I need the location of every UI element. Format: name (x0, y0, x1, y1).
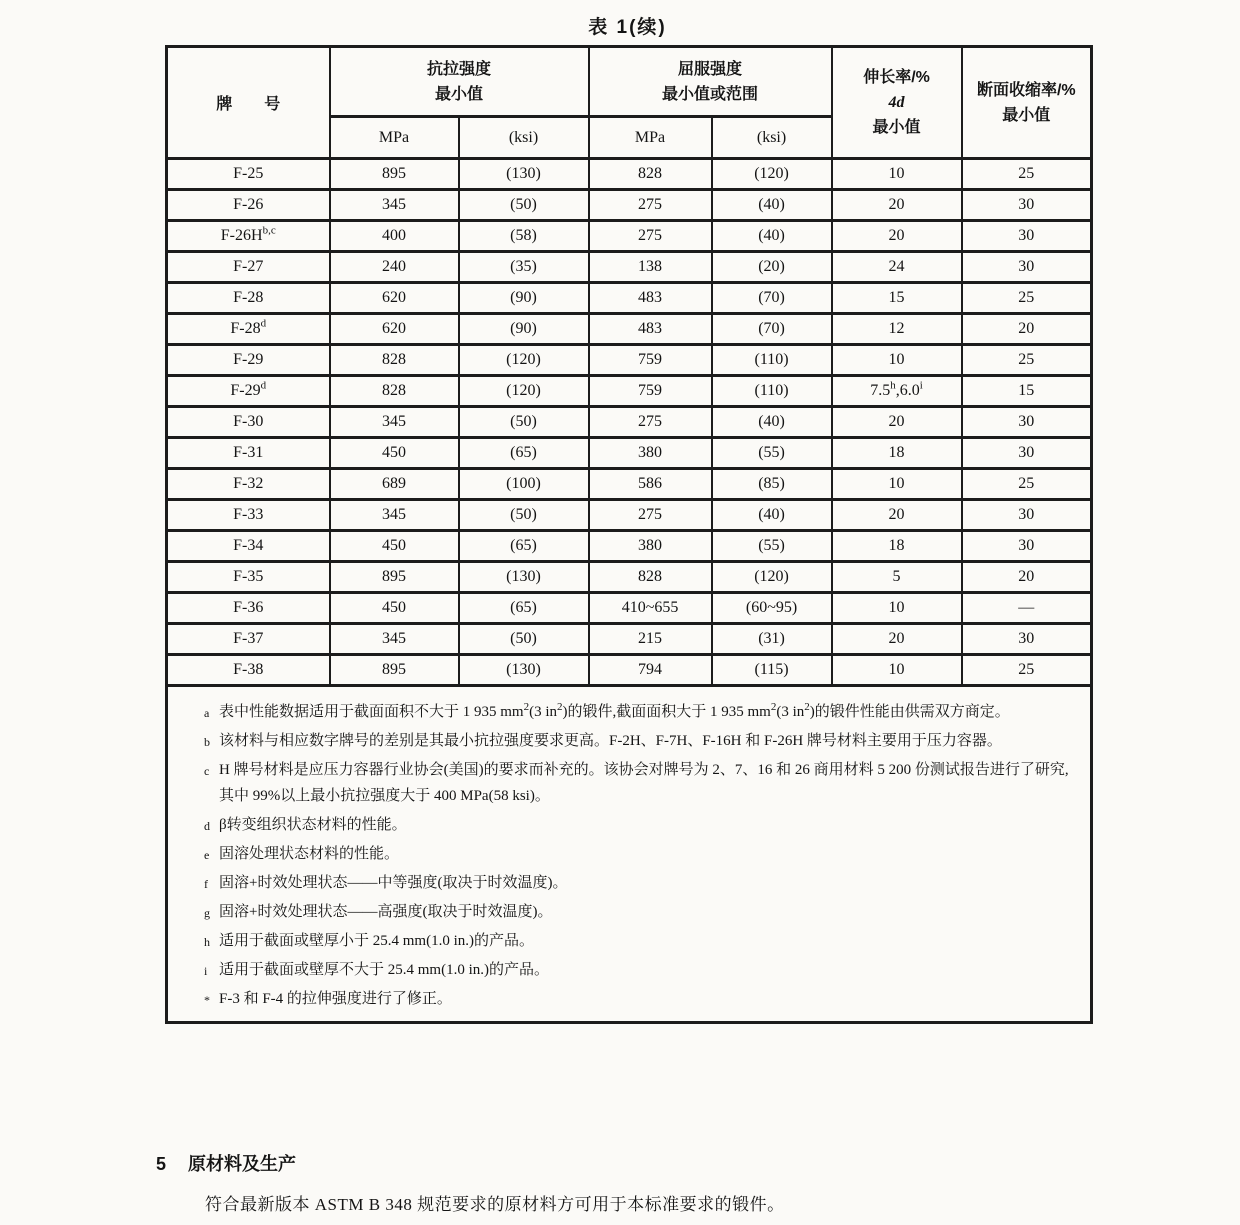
table-row (167, 252, 1092, 283)
cell-tensile_mpa: 895 (330, 562, 459, 593)
cell-tensile_ksi: (90) (459, 283, 589, 314)
footnote-marker: d (204, 819, 210, 833)
mechanical-properties-table (165, 45, 1093, 1024)
cell-grade: F-26 (167, 190, 330, 221)
cell-elongation: 24 (832, 252, 962, 283)
cell-yield_mpa: 794 (589, 655, 712, 686)
footnote-text: 适用于截面或壁厚小于 25.4 mm(1.0 in.)的产品。 (219, 933, 534, 949)
cell-grade: $F-26H^{b,c}$ (167, 221, 330, 252)
cell-tensile_ksi: (130) (459, 655, 589, 686)
footnote-text: β转变组织状态材料的性能。 (219, 817, 407, 833)
table-row (167, 500, 1092, 531)
cell-tensile_ksi: (50) (459, 500, 589, 531)
cell-yield_mpa: 380 (589, 438, 712, 469)
cell-elongation: 7.5$^h$,6.0$^i$ (832, 376, 962, 407)
cell-tensile_ksi: (90) (459, 314, 589, 345)
cell-tensile_mpa: 828 (330, 376, 459, 407)
cell-grade: F-28$^d$ (167, 314, 330, 345)
header-yield-ksi: (ksi) (712, 117, 832, 159)
table-row (167, 655, 1092, 686)
cell-yield_mpa: 275 (589, 190, 712, 221)
cell-grade: F-28 (167, 283, 330, 314)
table-row (167, 221, 1092, 252)
header-reduction (962, 47, 1092, 159)
cell-yield_ksi: (55) (712, 438, 832, 469)
cell-tensile_ksi: (58) (459, 221, 589, 252)
section-title: 原材料及生产 (188, 1154, 297, 1174)
cell-tensile_mpa: 345 (330, 407, 459, 438)
cell-yield_ksi: (120) (712, 159, 832, 190)
cell-yield_ksi: (120) (712, 562, 832, 593)
cell-reduction: 30 (962, 531, 1092, 562)
cell-yield_mpa: 215 (589, 624, 712, 655)
cell-tensile_ksi: (50) (459, 190, 589, 221)
header-yield-group (589, 47, 832, 117)
footnote-f (204, 870, 1072, 896)
cell-grade: F-38 (167, 655, 330, 686)
footnote-marker: b (204, 735, 210, 749)
cell-elongation: 20 (832, 500, 962, 531)
cell-elongation: 10 (832, 655, 962, 686)
table-header (167, 47, 1092, 159)
cell-tensile_mpa: 620 (330, 283, 459, 314)
cell-grade: F-30 (167, 407, 330, 438)
footnote-b (204, 728, 1072, 754)
cell-yield_mpa: 759 (589, 345, 712, 376)
cell-yield_mpa: 275 (589, 407, 712, 438)
footnote-marker: i (204, 964, 208, 978)
cell-grade: F-37 (167, 624, 330, 655)
footnote-marker: g (204, 906, 210, 920)
cell-yield_ksi: (60~95) (712, 593, 832, 624)
cell-elongation: 10 (832, 469, 962, 500)
cell-elongation: 10 (832, 159, 962, 190)
footnote-marker: c (204, 764, 210, 778)
footnote-* (204, 986, 1072, 1012)
cell-yield_ksi: (85) (712, 469, 832, 500)
footnote-text: H 牌号材料是应压力容器行业协会(美国)的要求而补充的。该协会对牌号为 2、7、16 和 26 商用材料 5 200 份测试报告进行了研究,其中 99%以上最小抗拉强度大于 400 MPa(58 ksi)。 (219, 762, 1069, 804)
footnote-marker: f (204, 877, 208, 891)
footnote-text: 固溶处理状态材料的性能。 (219, 846, 400, 862)
cell-yield_ksi: (40) (712, 407, 832, 438)
section-number: 5 (156, 1154, 167, 1174)
table-body (167, 159, 1092, 686)
cell-elongation: 20 (832, 624, 962, 655)
cell-tensile_ksi: (120) (459, 376, 589, 407)
header-reduction-line1: 断面收缩率/% (976, 81, 1076, 99)
cell-reduction: 30 (962, 438, 1092, 469)
table-row (167, 624, 1092, 655)
footnote-e (204, 841, 1072, 867)
header-yield-mpa: MPa (589, 117, 712, 159)
table-row (167, 531, 1092, 562)
body-paragraph: 符合最新版本 ASTM B 348 规范要求的原材料方可用于本标准要求的锻件。 (205, 1195, 785, 1214)
cell-elongation: 12 (832, 314, 962, 345)
header-reduction-line2: 最小值 (1002, 106, 1051, 124)
cell-yield_ksi: (110) (712, 345, 832, 376)
cell-yield_ksi: (40) (712, 221, 832, 252)
footnote-text: F-3 和 F-4 的拉伸强度进行了修正。 (219, 991, 452, 1007)
cell-elongation: 20 (832, 190, 962, 221)
cell-reduction: 30 (962, 190, 1092, 221)
cell-yield_mpa: 828 (589, 159, 712, 190)
header-yield-line1: 屈服强度 (678, 60, 743, 78)
footnote-marker: * (204, 993, 210, 1007)
cell-tensile_ksi: (65) (459, 531, 589, 562)
cell-yield_ksi: (31) (712, 624, 832, 655)
footnote-marker: e (204, 848, 210, 862)
cell-tensile_ksi: (35) (459, 252, 589, 283)
header-tensile-line1: 抗拉强度 (427, 60, 492, 78)
header-elongation-line3: 最小值 (872, 119, 921, 136)
footnote-text: 适用于截面或壁厚不大于 25.4 mm(1.0 in.)的产品。 (219, 962, 549, 978)
footnote-d (204, 812, 1072, 838)
cell-reduction: 30 (962, 252, 1092, 283)
cell-reduction: 30 (962, 407, 1092, 438)
cell-reduction: 25 (962, 655, 1092, 686)
cell-tensile_mpa: 345 (330, 190, 459, 221)
cell-tensile_mpa: 345 (330, 500, 459, 531)
cell-tensile_ksi: (100) (459, 469, 589, 500)
header-yield-line2: 最小值或范围 (662, 85, 759, 103)
cell-tensile_ksi: (65) (459, 593, 589, 624)
cell-yield_mpa: 275 (589, 500, 712, 531)
footnote-marker: h (204, 935, 210, 949)
footnote-h (204, 928, 1072, 954)
section-heading (156, 1150, 296, 1176)
cell-yield_ksi: (110) (712, 376, 832, 407)
cell-tensile_ksi: (50) (459, 407, 589, 438)
table-row (167, 190, 1092, 221)
footnotes-list (204, 699, 1074, 1012)
cell-reduction: 15 (962, 376, 1092, 407)
cell-elongation: 20 (832, 221, 962, 252)
cell-tensile_mpa: 895 (330, 655, 459, 686)
cell-yield_ksi: (55) (712, 531, 832, 562)
cell-yield_mpa: 759 (589, 376, 712, 407)
cell-grade: F-33 (167, 500, 330, 531)
cell-yield_ksi: (20) (712, 252, 832, 283)
cell-tensile_mpa: 689 (330, 469, 459, 500)
cell-grade: F-25 (167, 159, 330, 190)
cell-reduction: 20 (962, 314, 1092, 345)
header-tensile-ksi: (ksi) (459, 117, 589, 159)
cell-reduction: 25 (962, 469, 1092, 500)
header-elongation (832, 47, 962, 159)
cell-yield_mpa: 410~655 (589, 593, 712, 624)
header-tensile-group (330, 47, 589, 117)
cell-reduction: 30 (962, 221, 1092, 252)
cell-reduction: 30 (962, 624, 1092, 655)
header-grade: 牌 号 (167, 47, 330, 159)
header-tensile-mpa: MPa (330, 117, 459, 159)
cell-yield_mpa: 275 (589, 221, 712, 252)
cell-tensile_ksi: (65) (459, 438, 589, 469)
cell-yield_mpa: 828 (589, 562, 712, 593)
footnote-i (204, 957, 1072, 983)
cell-tensile_mpa: 620 (330, 314, 459, 345)
footnote-g (204, 899, 1072, 925)
cell-yield_ksi: (70) (712, 283, 832, 314)
table-row (167, 593, 1092, 624)
cell-yield_mpa: 380 (589, 531, 712, 562)
cell-elongation: 10 (832, 345, 962, 376)
cell-tensile_mpa: 828 (330, 345, 459, 376)
footnote-text: 固溶+时效处理状态——中等强度(取决于时效温度)。 (219, 875, 568, 891)
cell-grade: F-35 (167, 562, 330, 593)
cell-tensile_mpa: 450 (330, 593, 459, 624)
cell-yield_mpa: 483 (589, 314, 712, 345)
cell-reduction: 25 (962, 283, 1092, 314)
cell-grade: F-34 (167, 531, 330, 562)
cell-yield_ksi: (70) (712, 314, 832, 345)
cell-grade: F-27 (167, 252, 330, 283)
cell-elongation: 10 (832, 593, 962, 624)
table-row (167, 469, 1092, 500)
footnote-text: 固溶+时效处理状态——高强度(取决于时效温度)。 (219, 904, 553, 920)
footnote-c (204, 757, 1072, 809)
cell-yield_mpa: 483 (589, 283, 712, 314)
table-row (167, 407, 1092, 438)
cell-tensile_ksi: (130) (459, 562, 589, 593)
table-row (167, 314, 1092, 345)
table-row (167, 562, 1092, 593)
cell-yield_mpa: 138 (589, 252, 712, 283)
table-row (167, 438, 1092, 469)
cell-elongation: 15 (832, 283, 962, 314)
cell-tensile_ksi: (130) (459, 159, 589, 190)
footnote-text: 表中性能数据适用于截面面积不大于 1 935 $mm^2(3$ $in^2$)的锻件,截面面积大于 1 935 $mm^2(3$ $in^2$)的锻件性能由供需双方商定。 (219, 701, 1010, 720)
cell-grade: F-29 (167, 345, 330, 376)
cell-yield_mpa: 586 (589, 469, 712, 500)
cell-elongation: 18 (832, 438, 962, 469)
cell-reduction: 20 (962, 562, 1092, 593)
cell-elongation: 18 (832, 531, 962, 562)
table-row (167, 159, 1092, 190)
header-tensile-line2: 最小值 (435, 85, 484, 103)
cell-tensile_mpa: 450 (330, 531, 459, 562)
cell-reduction: 25 (962, 159, 1092, 190)
footnote-marker: a (204, 706, 210, 720)
footnote-text: 该材料与相应数字牌号的差别是其最小抗拉强度要求更高。F-2H、F-7H、F-16H 和 F-26H 牌号材料主要用于压力容器。 (219, 733, 1002, 749)
cell-tensile_mpa: 345 (330, 624, 459, 655)
header-elongation-line1: 伸长率/% (863, 69, 930, 86)
table-row (167, 345, 1092, 376)
cell-tensile_ksi: (50) (459, 624, 589, 655)
table-title: 表 1(续) (588, 17, 667, 38)
cell-yield_ksi: (115) (712, 655, 832, 686)
cell-reduction: 25 (962, 345, 1092, 376)
cell-reduction: 30 (962, 500, 1092, 531)
cell-elongation: 20 (832, 407, 962, 438)
table-row (167, 283, 1092, 314)
cell-tensile_ksi: (120) (459, 345, 589, 376)
cell-yield_ksi: (40) (712, 190, 832, 221)
cell-tensile_mpa: 895 (330, 159, 459, 190)
footnote-a (204, 699, 1072, 725)
cell-grade: F-29$^d$ (167, 376, 330, 407)
header-elongation-line2: 4d (888, 94, 905, 111)
cell-elongation: 5 (832, 562, 962, 593)
cell-tensile_mpa: 400 (330, 221, 459, 252)
cell-grade: F-32 (167, 469, 330, 500)
cell-yield_ksi: (40) (712, 500, 832, 531)
table-row (167, 376, 1092, 407)
cell-reduction: — (962, 593, 1092, 624)
cell-tensile_mpa: 240 (330, 252, 459, 283)
footnotes-cell (167, 686, 1092, 1023)
cell-tensile_mpa: 450 (330, 438, 459, 469)
cell-grade: F-31 (167, 438, 330, 469)
cell-grade: F-36 (167, 593, 330, 624)
